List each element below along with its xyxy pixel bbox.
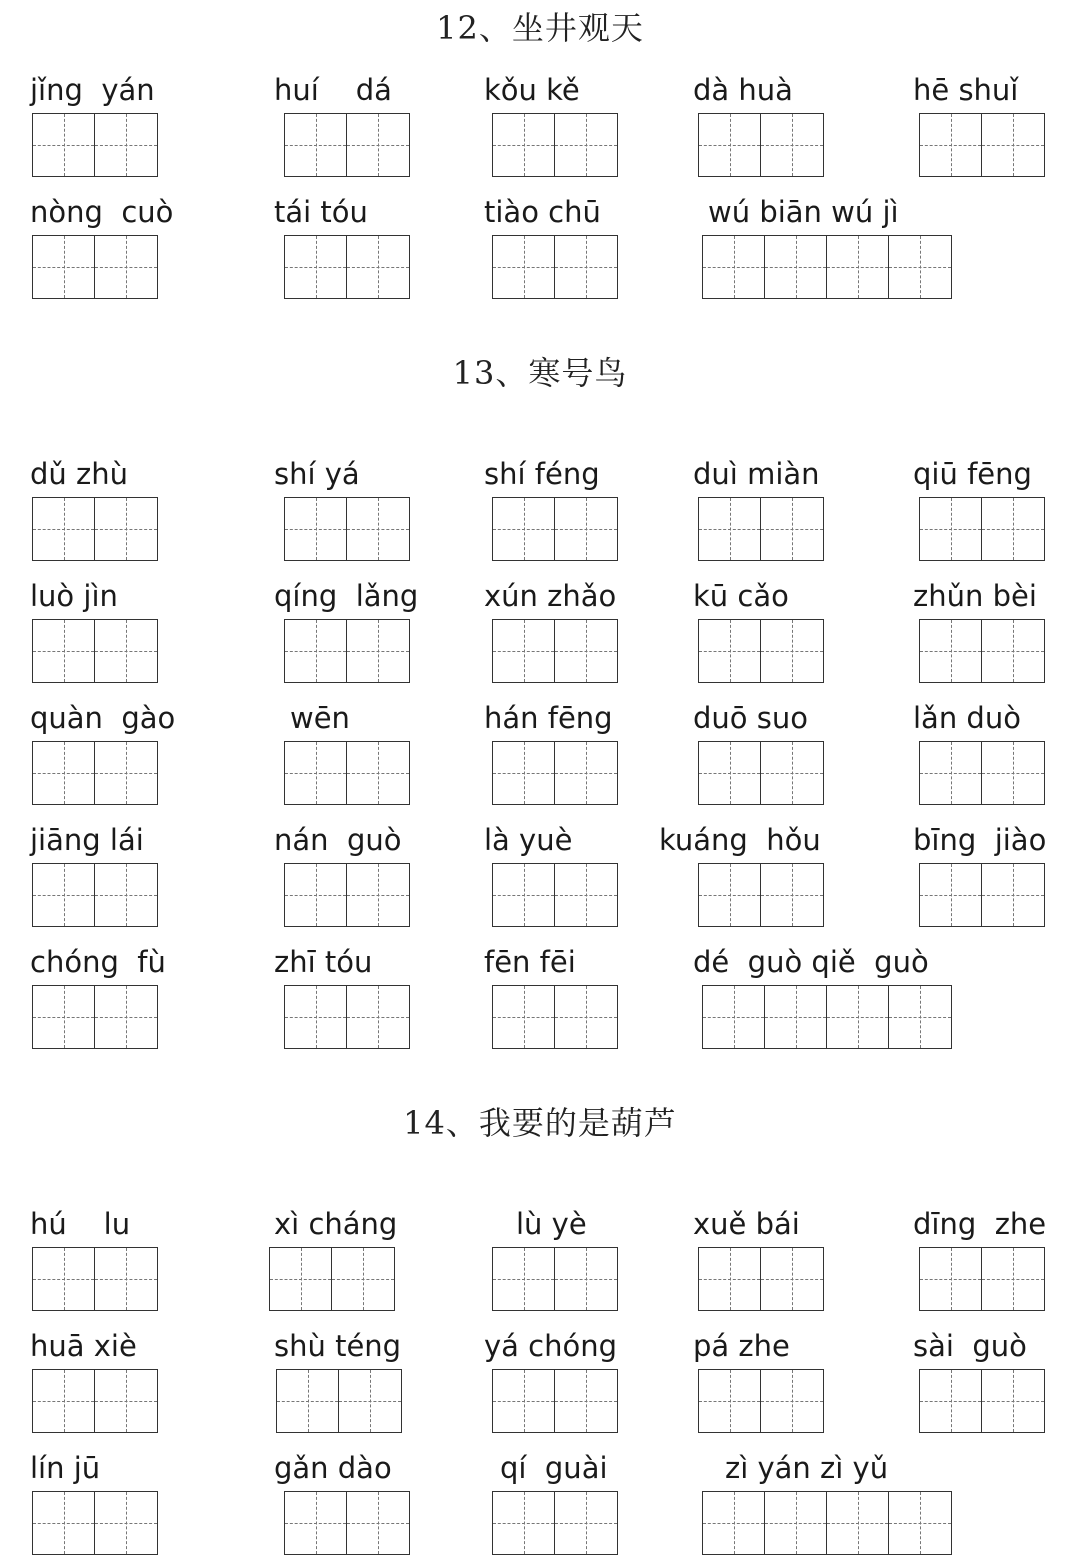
writing-grid[interactable] <box>698 113 824 177</box>
writing-grid[interactable] <box>919 113 1045 177</box>
pinyin-label: xuě bái <box>693 1207 800 1241</box>
writing-grid[interactable] <box>702 235 952 299</box>
pinyin-label: lù yè <box>516 1207 587 1241</box>
writing-grid[interactable] <box>919 619 1045 683</box>
pinyin-label: shù téng <box>274 1329 402 1363</box>
writing-grid[interactable] <box>492 497 618 561</box>
pinyin-label: hú lu <box>30 1207 131 1241</box>
pinyin-label: luò jìn <box>30 579 118 613</box>
writing-grid[interactable] <box>284 113 410 177</box>
writing-grid[interactable] <box>492 741 618 805</box>
pinyin-label: duō suo <box>693 701 808 735</box>
writing-grid[interactable] <box>492 1247 618 1311</box>
pinyin-label: chóng fù <box>30 945 166 979</box>
writing-grid[interactable] <box>698 1369 824 1433</box>
lesson-title-13: 13、寒号鸟 <box>452 354 628 392</box>
writing-grid[interactable] <box>492 619 618 683</box>
pinyin-label: xún zhǎo <box>484 579 617 613</box>
writing-grid[interactable] <box>919 863 1045 927</box>
pinyin-label: zhī tóu <box>274 945 373 979</box>
writing-grid[interactable] <box>32 985 158 1049</box>
pinyin-label: duì miàn <box>693 457 820 491</box>
writing-grid[interactable] <box>284 235 410 299</box>
writing-grid[interactable] <box>32 497 158 561</box>
writing-grid[interactable] <box>919 1369 1045 1433</box>
pinyin-label: tái tóu <box>274 195 368 229</box>
pinyin-label: kū cǎo <box>693 579 789 613</box>
pinyin-label: jiāng lái <box>30 823 144 857</box>
writing-grid[interactable] <box>698 497 824 561</box>
writing-grid[interactable] <box>284 619 410 683</box>
lesson-title-14: 14、我要的是葫芦 <box>403 1104 677 1142</box>
pinyin-label: nán guò <box>274 823 402 857</box>
writing-grid[interactable] <box>698 1247 824 1311</box>
writing-grid[interactable] <box>492 113 618 177</box>
pinyin-label: huí dá <box>274 73 392 107</box>
writing-grid[interactable] <box>702 1491 952 1555</box>
pinyin-label: xì cháng <box>274 1207 398 1241</box>
writing-grid[interactable] <box>492 1369 618 1433</box>
writing-grid[interactable] <box>284 497 410 561</box>
pinyin-label: wú biān wú jì <box>708 195 899 229</box>
writing-grid[interactable] <box>284 863 410 927</box>
pinyin-label: quàn gào <box>30 701 176 735</box>
pinyin-label: là yuè <box>484 823 573 857</box>
writing-grid[interactable] <box>492 985 618 1049</box>
writing-grid[interactable] <box>276 1369 402 1433</box>
pinyin-label: jǐng yán <box>30 73 155 107</box>
pinyin-label: qíng lǎng <box>274 579 419 613</box>
pinyin-label: dà huà <box>693 73 793 107</box>
pinyin-label: shí féng <box>484 457 600 491</box>
writing-grid[interactable] <box>32 113 158 177</box>
pinyin-label: kǒu kě <box>484 73 580 107</box>
writing-grid[interactable] <box>492 235 618 299</box>
writing-grid[interactable] <box>284 741 410 805</box>
pinyin-label: qiū fēng <box>913 457 1032 491</box>
pinyin-label: nòng cuò <box>30 195 174 229</box>
lesson-title-12: 12、坐井观天 <box>436 9 644 47</box>
writing-grid[interactable] <box>32 863 158 927</box>
writing-grid[interactable] <box>32 235 158 299</box>
pinyin-label: lín jū <box>30 1451 101 1485</box>
pinyin-label: zhǔn bèi <box>913 579 1037 613</box>
pinyin-label: fēn fēi <box>484 945 576 979</box>
pinyin-label: hē shuǐ <box>913 73 1019 107</box>
writing-grid[interactable] <box>284 1491 410 1555</box>
writing-grid[interactable] <box>492 1491 618 1555</box>
pinyin-label: wēn <box>290 701 350 735</box>
pinyin-label: kuáng hǒu <box>659 823 821 857</box>
writing-grid[interactable] <box>919 497 1045 561</box>
writing-grid[interactable] <box>698 741 824 805</box>
writing-grid[interactable] <box>492 863 618 927</box>
pinyin-label: dé guò qiě guò <box>693 945 929 979</box>
writing-grid[interactable] <box>284 985 410 1049</box>
pinyin-label: dīng zhe <box>913 1207 1047 1241</box>
writing-grid[interactable] <box>32 619 158 683</box>
pinyin-label: tiào chū <box>484 195 601 229</box>
pinyin-label: yá chóng <box>484 1329 618 1363</box>
writing-grid[interactable] <box>919 741 1045 805</box>
writing-grid[interactable] <box>32 1247 158 1311</box>
writing-grid[interactable] <box>698 863 824 927</box>
pinyin-label: lǎn duò <box>913 701 1021 735</box>
pinyin-label: dǔ zhù <box>30 457 128 491</box>
pinyin-label: zì yán zì yǔ <box>725 1451 889 1485</box>
pinyin-label: hán fēng <box>484 701 613 735</box>
writing-grid[interactable] <box>919 1247 1045 1311</box>
pinyin-label: qí guài <box>500 1451 608 1485</box>
writing-grid[interactable] <box>32 741 158 805</box>
pinyin-label: shí yá <box>274 457 360 491</box>
writing-grid[interactable] <box>702 985 952 1049</box>
pinyin-label: huā xiè <box>30 1329 137 1363</box>
pinyin-label: sài guò <box>913 1329 1027 1363</box>
pinyin-label: gǎn dào <box>274 1451 392 1485</box>
writing-grid[interactable] <box>698 619 824 683</box>
writing-grid[interactable] <box>32 1491 158 1555</box>
writing-grid[interactable] <box>269 1247 395 1311</box>
writing-grid[interactable] <box>32 1369 158 1433</box>
pinyin-label: pá zhe <box>693 1329 790 1363</box>
pinyin-label: bīng jiào <box>913 823 1047 857</box>
